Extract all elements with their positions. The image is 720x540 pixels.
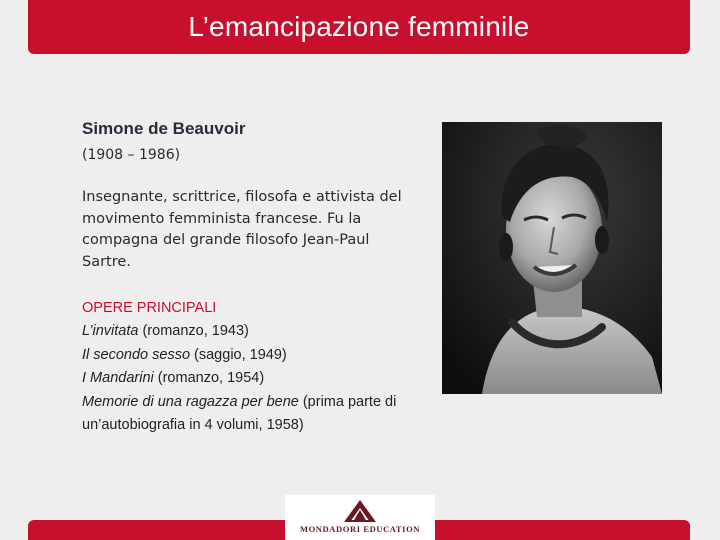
person-bio: Insegnante, scrittrice, filosofa e attivista del movimento femminista francese. Fu la compagna del grande filosofo Jean-Paul Sartre. [82,189,402,270]
portrait-photo [442,122,662,394]
mondadori-rose-icon [343,499,377,523]
slide-title: L’emancipazione femminile [188,11,530,42]
content-column [82,118,422,438]
works-list [82,320,422,438]
work-detail: (prima parte di un’autobiografia in 4 volumi, 1958) [82,393,397,433]
portrait-illustration [442,122,662,394]
logo-text: MONDADORI EDUCATION [299,524,421,534]
work-item [82,344,422,368]
publisher-logo [285,495,435,540]
work-detail: (saggio, 1949) [190,346,287,363]
work-title: Memorie di una ragazza per bene [82,393,299,410]
title-banner [28,0,690,54]
work-item [82,391,422,438]
work-item [82,367,422,391]
work-detail: (romanzo, 1943) [138,323,249,339]
works-heading: OPERE PRINCIPALI [82,300,217,316]
work-title: Il secondo sesso [82,346,191,363]
work-title: I Mandarini [82,370,154,386]
person-name: Simone de Beauvoir [82,119,246,138]
work-title: L’invitata [82,323,139,339]
person-dates: (1908 – 1986) [82,147,181,163]
work-detail: (romanzo, 1954) [153,370,265,386]
work-item [82,320,422,344]
